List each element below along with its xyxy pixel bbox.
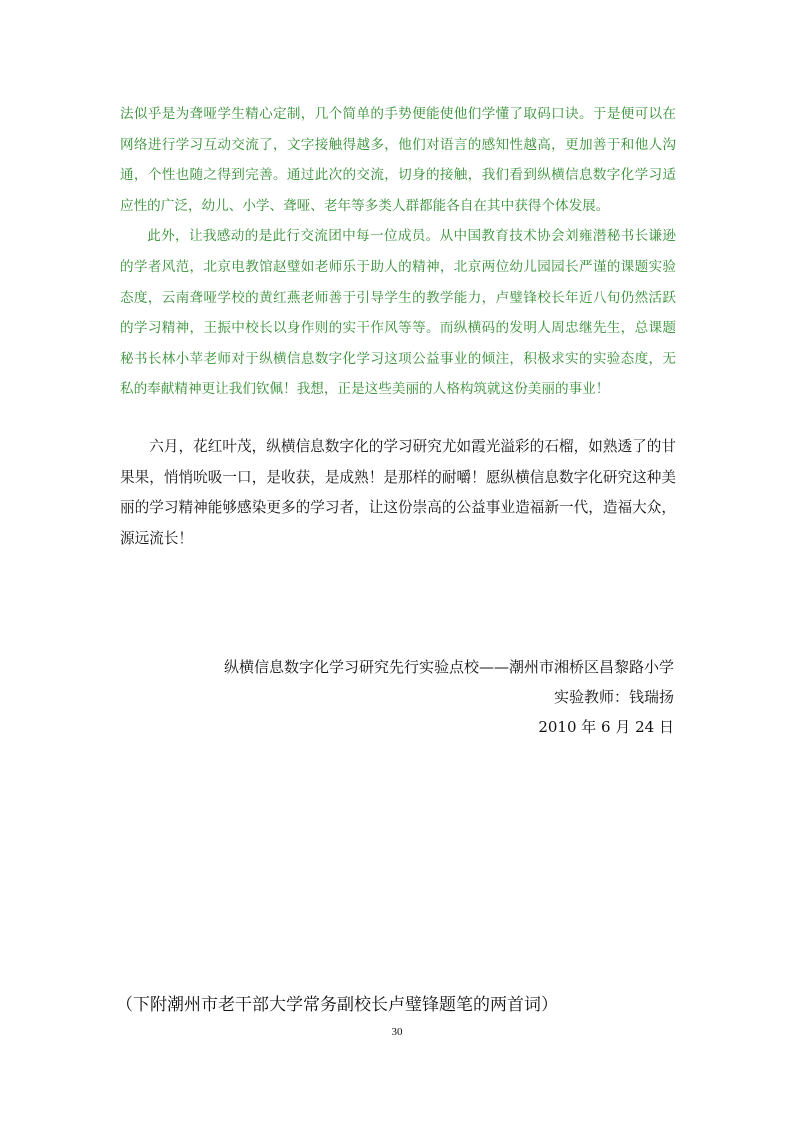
page-number: 30 [391, 1026, 403, 1038]
appendix-note: （下附潮州市老干部大学常务副校长卢璧锋题笔的两首词） [116, 995, 558, 1015]
closing-paragraph: 六月，花红叶茂，纵横信息数字化的学习研究尤如霞光溢彩的石榴，如熟透了的甘果果，悄悄吮吸一口，是收获，是成熟！是那样的耐嚼！愿纵横信息数字化研究这种美丽的学习精神能够感染更多的学习者，让这份崇高的公益事业造福新一代，造福大众，源远流长！ [120, 438, 676, 547]
signature-date: 2010 年 6 月 24 日 [538, 718, 674, 736]
teacher-name: 实验教师：钱瑞扬 [553, 688, 674, 706]
green-paragraph-1: 法似乎是为聋哑学生精心定制，几个简单的手势便能使他们学懂了取码口诀。于是便可以在网络进行学习互动交流了，文字接触得越多，他们对语言的感知性越高，更加善于和他人沟通，个性也随之得到完善。通过此次的交流，切身的接触，我们看到纵横信息数字化学习适应性的广泛，幼儿、小学、聋哑、老年等多类人群都能各自在其中获得个体发展。 [120, 106, 676, 214]
green-paragraph-2: 此外，让我感动的是此行交流团中每一位成员。从中国教育技术协会刘雍潜秘书长谦逊的学者风范，北京电教馆赵璧如老师乐于助人的精神，北京两位幼儿园园长严谨的课题实验态度，云南聋哑学校的黄红燕老师善于引导学生的教学能力，卢璧锋校长年近八旬仍然活跃的学习精神，王振中校长以身作则的实干作风等等。而纵横码的发明人周忠继先生，总课题秘书长林小苹老师对于纵横信息数字化学习这项公益事业的倾注，积极求实的实验态度，无私的奉献精神更让我们钦佩！我想，正是这些美丽的人格构筑就这份美丽的事业！ [120, 228, 676, 398]
school-name: 纵横信息数字化学习研究先行实验点校——潮州市湘桥区昌黎路小学 [223, 658, 674, 676]
green-text-block [120, 99, 676, 405]
signature-block [114, 652, 674, 742]
closing-text-block [120, 432, 676, 554]
